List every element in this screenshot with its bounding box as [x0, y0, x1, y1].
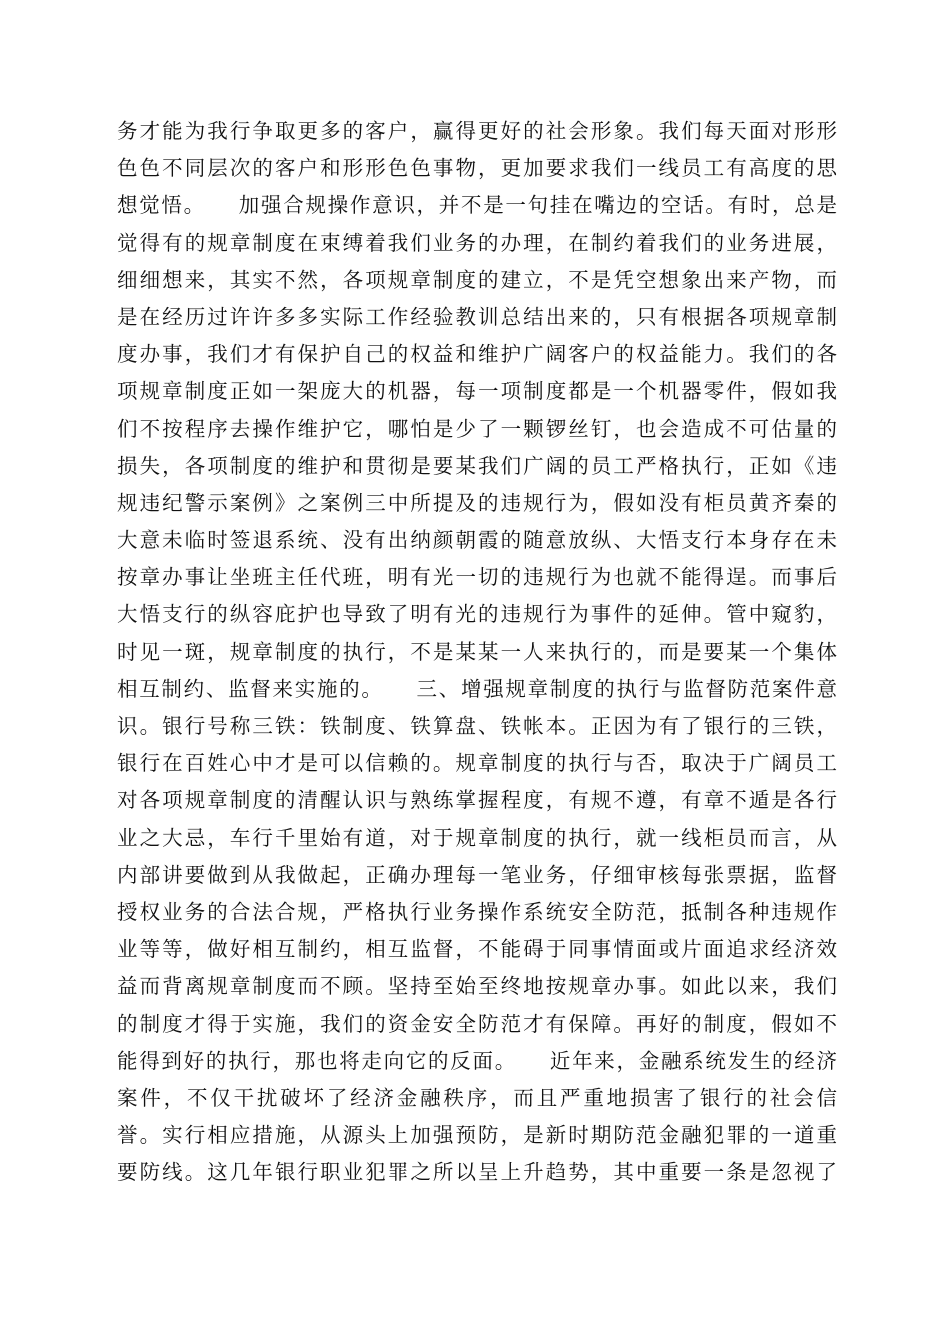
text-line: 按章办事让坐班主任代班，明有光一切的违规行为也就不能得逞。而事后	[117, 565, 837, 590]
text-line: 银行在百姓心中才是可以信赖的。规章制度的执行与否，取决于广阔员工	[117, 751, 837, 776]
text-line: 誉。实行相应措施，从源头上加强预防，是新时期防范金融犯罪的一道重	[117, 1123, 837, 1148]
text-line: 内部讲要做到从我做起，正确办理每一笔业务，仔细审核每张票据，监督	[117, 862, 837, 887]
text-line: 案件，不仅干扰破坏了经济金融秩序，而且严重地损害了银行的社会信	[117, 1085, 837, 1110]
text-line: 相互制约、监督来实施的。 三、增强规章制度的执行与监督防范案件意	[117, 676, 837, 701]
text-line: 是在经历过许许多多实际工作经验教训总结出来的，只有根据各项规章制	[117, 304, 837, 329]
text-line: 大意未临时签退系统、没有出纳颜朝霞的随意放纵、大悟支行本身存在未	[117, 528, 837, 553]
text-line: 规违纪警示案例》之案例三中所提及的违规行为，假如没有柜员黄齐秦的	[117, 490, 837, 515]
text-line: 益而背离规章制度而不顾。坚持至始至终地按规章办事。如此以来，我们	[117, 974, 837, 999]
text-line: 细细想来，其实不然，各项规章制度的建立，不是凭空想象出来产物，而	[117, 267, 837, 292]
text-line: 项规章制度正如一架庞大的机器，每一项制度都是一个机器零件，假如我	[117, 379, 837, 404]
text-line: 觉得有的规章制度在束缚着我们业务的办理，在制约着我们的业务进展，	[117, 230, 837, 255]
text-line: 的制度才得于实施，我们的资金安全防范才有保障。再好的制度，假如不	[117, 1011, 837, 1036]
text-line: 时见一斑，规章制度的执行，不是某某一人来执行的，而是要某一个集体	[117, 639, 837, 664]
document-body	[117, 113, 837, 1191]
text-line: 大悟支行的纵容庇护也导致了明有光的违规行为事件的延伸。管中窥豹，	[117, 602, 837, 627]
text-line: 想觉悟。 加强合规操作意识，并不是一句挂在嘴边的空话。有时，总是	[117, 193, 837, 218]
text-line: 业等等，做好相互制约，相互监督，不能碍于同事情面或片面追求经济效	[117, 937, 837, 962]
text-line: 色色不同层次的客户和形形色色事物，更加要求我们一线员工有高度的思	[117, 156, 837, 181]
text-line: 们不按程序去操作维护它，哪怕是少了一颗锣丝钉，也会造成不可估量的	[117, 416, 837, 441]
text-line: 业之大忌，车行千里始有道，对于规章制度的执行，就一线柜员而言，从	[117, 825, 837, 850]
text-line: 度办事，我们才有保护自己的权益和维护广阔客户的权益能力。我们的各	[117, 342, 837, 367]
text-line: 授权业务的合法合规，严格执行业务操作系统安全防范，抵制各种违规作	[117, 899, 837, 924]
text-line: 能得到好的执行，那也将走向它的反面。 近年来，金融系统发生的经济	[117, 1048, 837, 1073]
text-line: 损失，各项制度的维护和贯彻是要某我们广阔的员工严格执行，正如《违	[117, 453, 837, 478]
text-line: 要防线。这几年银行职业犯罪之所以呈上升趋势，其中重要一条是忽视了	[117, 1160, 837, 1185]
text-line: 对各项规章制度的清醒认识与熟练掌握程度，有规不遵，有章不遁是各行	[117, 788, 837, 813]
text-line: 识。银行号称三铁：铁制度、铁算盘、铁帐本。正因为有了银行的三铁，	[117, 714, 837, 738]
text-line: 务才能为我行争取更多的客户，赢得更好的社会形象。我们每天面对形形	[117, 119, 837, 143]
